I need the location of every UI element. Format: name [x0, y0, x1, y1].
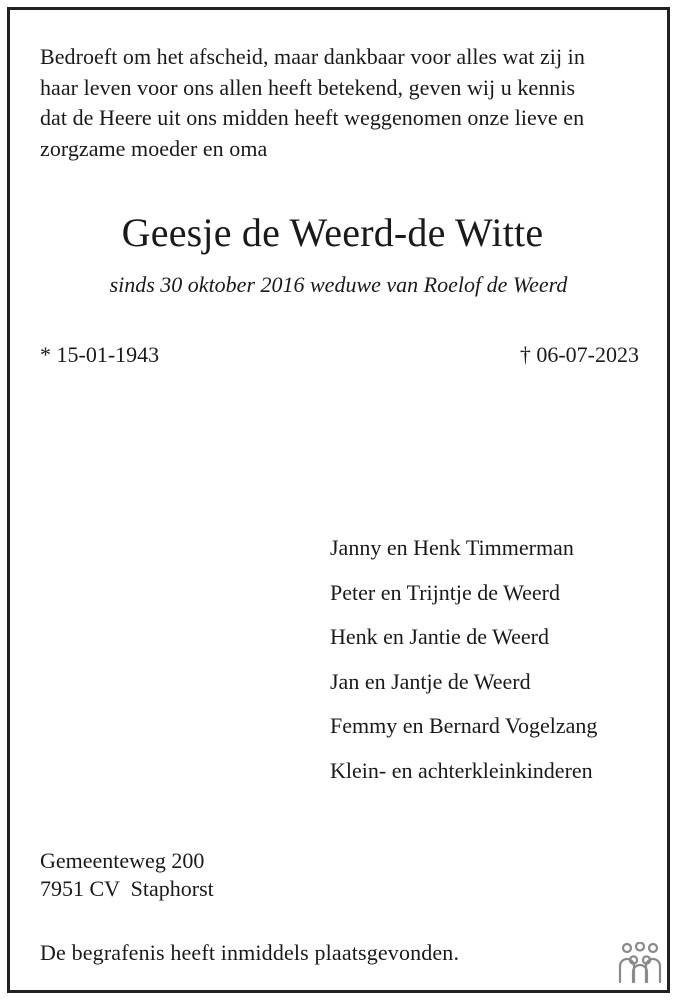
deceased-name-text: Geesje de Weerd-de Witte [121, 210, 544, 255]
intro-line: Bedroeft om het afscheid, maar dankbaar voor alles wat zij in [40, 44, 585, 69]
address-street: Gemeenteweg 200 [40, 848, 205, 873]
address-city: 7951 CV Staphorst [40, 876, 214, 901]
people-group-icon [617, 942, 663, 986]
death-date: † 06-07-2023 [519, 342, 639, 367]
widow-subtitle [0, 270, 677, 300]
funeral-note: De begrafenis heeft inmiddels plaatsgevonden. [40, 940, 460, 965]
family-member: Janny en Henk Timmerman [330, 535, 574, 560]
intro-line: zorgzame moeder en oma [40, 135, 268, 161]
intro-line: haar leven voor ons allen heeft betekend, geven wij u kennis [40, 74, 576, 100]
family-member: Femmy en Bernard Vogelzang [330, 713, 598, 738]
address-block [40, 847, 214, 903]
family-member: Jan en Jantje de Weerd [330, 668, 531, 694]
birth-date: * 15-01-1943 [40, 342, 160, 367]
family-list [330, 533, 597, 800]
family-member: Klein- en achterkleinkinderen [330, 757, 593, 783]
widow-subtitle-text: sinds 30 oktober 2016 weduwe van Roelof de Weerd [109, 272, 568, 297]
intro-text [40, 42, 645, 164]
intro-line: dat de Heere uit ons midden heeft weggenomen onze lieve en [40, 105, 585, 130]
deceased-name [0, 208, 677, 258]
family-member: Peter en Trijntje de Weerd [330, 579, 561, 605]
family-member: Henk en Jantie de Weerd [330, 624, 549, 649]
